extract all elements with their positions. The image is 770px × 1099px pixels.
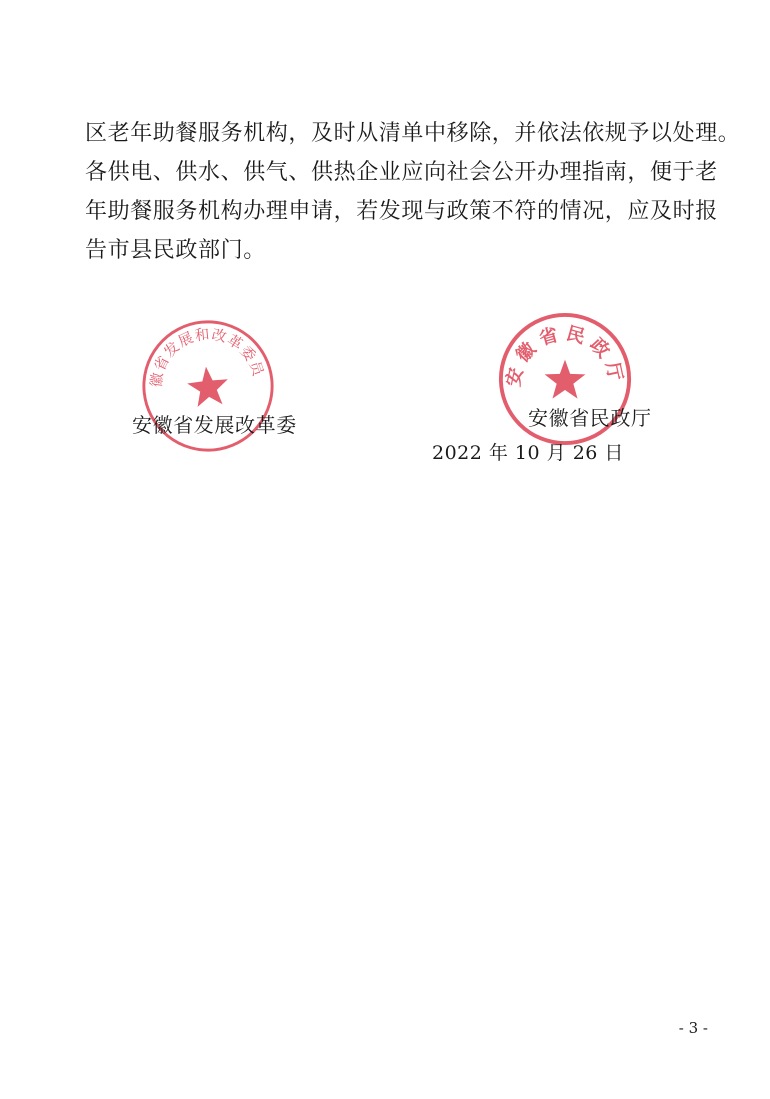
seal-left-text: 安徽省发展和改革委员会 [124, 311, 267, 389]
seal-left-star-icon [186, 365, 231, 408]
issue-date: 2022 年 10 月 26 日 [432, 442, 624, 464]
signer-right: 安徽省民政厅 [528, 406, 652, 430]
seal-right-text: 安徽省民政厅 [503, 323, 627, 389]
seal-right-star-icon [545, 360, 586, 399]
paragraph-line: 告市县民政部门。 [85, 238, 266, 263]
paragraph-line: 年助餐服务机构办理申请，若发现与政策不符的情况，应及时报 [85, 199, 718, 224]
paragraph-line: 区老年助餐服务机构，及时从清单中移除，并依法依规予以处理。 [85, 121, 741, 146]
paragraph-line: 各供电、供水、供气、供热企业应向社会公开办理指南，便于老 [85, 160, 718, 185]
signer-left: 安徽省发展改革委 [132, 413, 297, 437]
body-paragraph [85, 114, 741, 270]
seal-left-graphic [124, 311, 282, 460]
page-number: - 3 - [678, 1019, 708, 1037]
official-seal-left [124, 311, 282, 460]
